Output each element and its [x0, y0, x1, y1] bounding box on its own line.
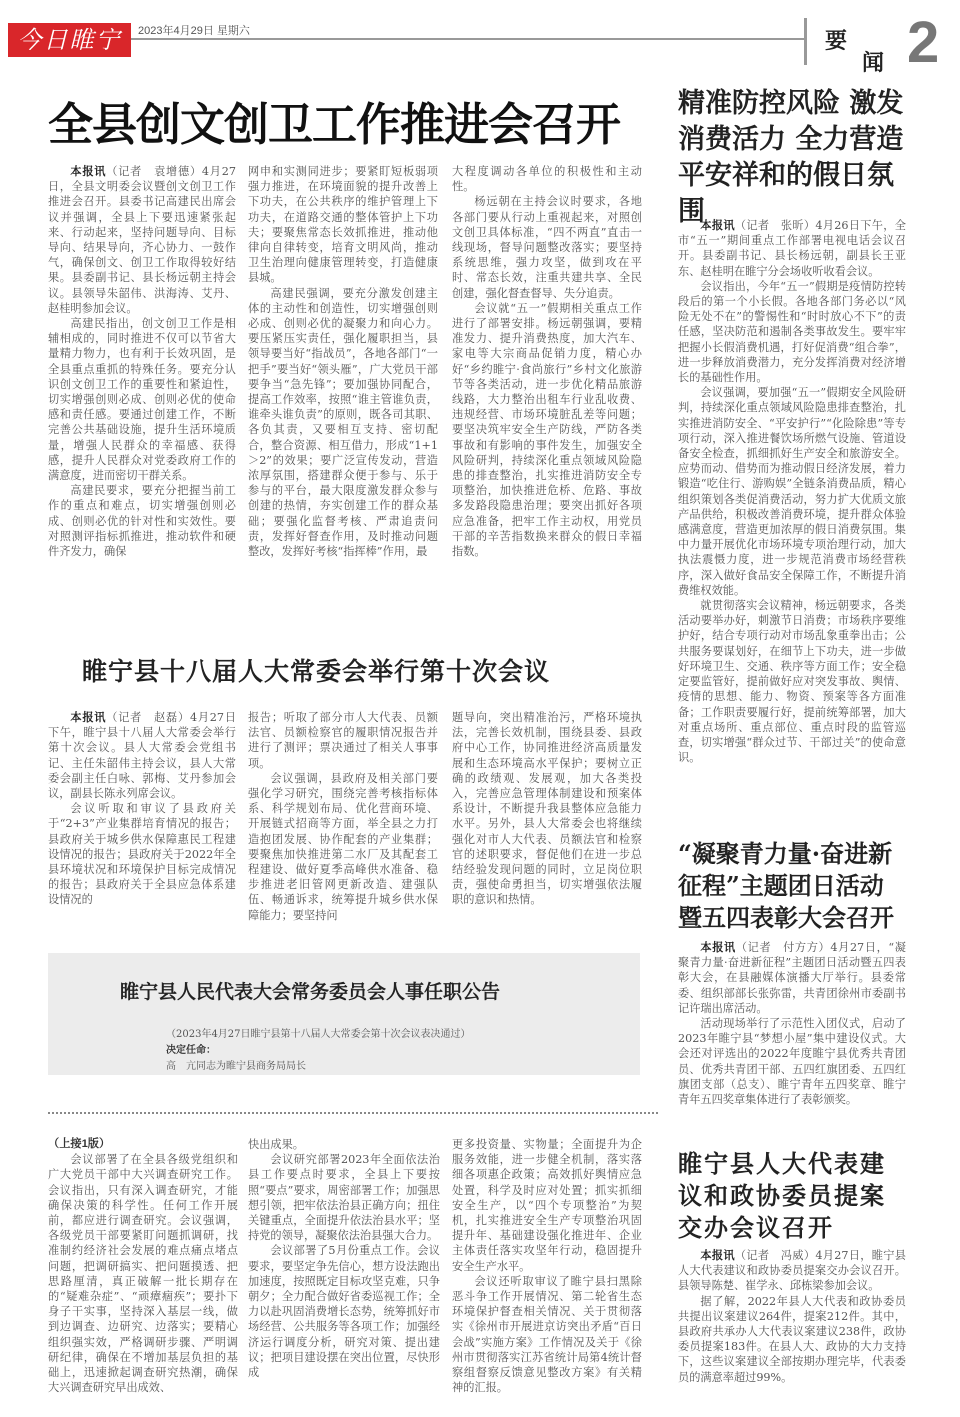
paragraph: 网申和实测同进步；要紧盯短板弱项强力推进，在环境面貌的提升改善上下功夫，在公共秩序的维护管理上下功夫，在道路交通的整体管护上下功夫；要聚焦常态长效抓推进，推动他律向自律转变，培育文明风尚，推动卫生治理向健康管理转变，打造健康县城。	[248, 165, 438, 285]
byline-reporter: （记者 赵磊）	[106, 711, 190, 724]
byline-prefix: 本报讯	[700, 218, 735, 232]
paragraph: 大程度调动各单位的积极性和主动性。	[452, 165, 642, 194]
continued-article-col-2	[248, 1137, 440, 1380]
byline-prefix: 本报讯	[700, 940, 736, 954]
issue-date: 2023年4月29日 星期六	[138, 25, 250, 37]
npc-article-col-2	[248, 710, 438, 923]
newspaper-logo: 今日睢宁	[8, 23, 131, 57]
paragraph: 4月27日，睢宁县人大代表建议和政协委员提案交办会议召开。县领导陈楚、崔学永、邱栋梁参加会议。	[678, 1249, 906, 1293]
paragraph: 会议强调，要加强“五一”假期安全风险研判，持续深化重点领域风险隐患排查整治，扎实推进消防安全、“平安护行”“化险除患”等专项行动，深入推进餐饮场所燃气设施、管道设备安全检查，抓细抓好生产安全和旅游安全。应势而动、借势而为推动假日经济发展，着力锻造“吃住行、游购娱”全链条消费品质，精心组织策划各类促消费活动，努力扩大优质文旅产品供给，积极改善消费环境，提升群众体验感满意度，营造更加浓厚的假日消费氛围。集中力量开展优化市场环境专项治理行动，加大执法震慑力度，进一步规范消费市场经营秩序，深入做好食品安全保障工作，不断提升消费维权效能。	[678, 386, 906, 597]
page-number: 2	[907, 10, 940, 75]
side-headline-holiday: 精准防控风险 激发消费活力 全力营造平安祥和的假日氛围	[678, 88, 904, 227]
continued-article-col-1	[48, 1137, 238, 1395]
paragraph: 高建民指出，创文创卫工作是相辅相成的，同时推进不仅可以节省大量精力物力，也有利于长效巩固，是全县重点重抓的特殊任务。要充分认识创文创卫工作的重要性和紧迫性，切实增强创则必成、创则必优的使命感和责任感。要通过创建工作，不断完善公共基础设施，提升生活环境质量，增强人民群众的幸福感、获得感，提升人民群众对党委政府工作的满意度，进而密切干群关系。	[48, 317, 236, 483]
section-name-first: 要	[825, 28, 848, 54]
paragraph: 会议还听取审议了睢宁县扫黑除恶斗争工作开展情况、第二轮省生态环境保护督查相关情况、关于贯彻落实《徐州市开展进京访突出矛盾“百日会战”实施方案》工作情况及关于《徐州市贯彻落实江苏省统计局第4统计督察组督察反馈意见整改方案》有关精神的汇报。	[452, 1274, 642, 1395]
youth-article	[678, 940, 906, 1107]
continued-article-col-3	[452, 1137, 642, 1395]
main-article-col-1	[48, 164, 236, 559]
main-headline: 全县创文创卫工作推进会召开	[48, 98, 621, 151]
youth-headline: “凝聚青力量·奋进新征程”主题团日活动暨五四表彰大会召开	[678, 839, 894, 932]
paragraph: 就贯彻落实会议精神，杨远朝要求，各类活动要举办好，刺激节日消费；市场秩序要维护好，结合专项行动对市场乱象重拳出击；公共服务要谋划好，在细节上下功夫，进一步做好环境卫生、交通、秩序等方面工作；安全稳定要监管好，提前做好应对突发事故、舆情、疫情的思想、能力、物资、预案等各方面准备；工作职责要履行好，提前统筹部署，加大对重点场所、重点部位、重点时段的监管巡查，切实增强“群众过节、干部过关”的使命意识。	[678, 599, 906, 765]
byline-prefix: 本报讯	[70, 164, 107, 178]
paragraph: 会议部署了在全县各级党组织和广大党员干部中大兴调查研究工作。会议指出，只有深入调查研究，才能确保决策的科学性。任何工作开展前，都应进行调查研究。会议强调，各级党员干部要紧盯问题抓调研，找准制约经济社会发展的难点痛点堵点问题，把调研搞实、把问题摸透、把思路厘清，真正破解一批长期存在的“疑难杂症”、“顽瘴痼疾”；要扑下身子干实事，坚持深入基层一线，做到边调查、边研究、边落实；要精心组织强实效，严格调研步骤、严明调研纪律，确保在不增加基层负担的基础上，迅速掀起调查研究热潮，确保大兴调查研究早出成效、	[48, 1153, 238, 1395]
dotted-divider	[48, 1112, 658, 1114]
paragraph: 更多投资量、实物量；全面提升为企服务效能，进一步健全机制，落实落细各项惠企政策；高效抓好舆情应急处置，科学及时应对处置；抓实抓细安全生产，以“四个专项整治”为契机，扎实推进安全生产专项整治巩固提升年、基础建设强化推进年、企业主体责任落实攻坚年行动，稳固提升安全生产水平。	[452, 1138, 642, 1273]
npc-article-col-1	[48, 710, 236, 908]
paragraph: 会议指出，今年“五一”假期是疫情防控转段后的第一个小长假。各地各部门务必以“风险无处不在”的警惕性和“时时放心不下”的责任感，坚决防范和遏制各类事故发生。要牢牢把握小长假消费机遇，打好促消费“组合拳”，进一步释放消费潜力，充分发挥消费对经济增长的基础性作用。	[678, 279, 906, 385]
byline-prefix: 本报讯	[700, 1248, 735, 1262]
proposals-headline: 睢宁县人大代表建议和政协委员提案交办会议召开	[678, 1149, 886, 1242]
paragraph: 题导向，突出精准治污，严格环境执法，完善长效机制，围绕县委、县政府中心工作，协同推进经济高质量发展和生态环境高水平保护；要树立正确的政绩观、发展观，加大各类投入，完善应急管理体制建设和预案体系设计，不断提升我县整体应急能力水平。另外，县人大常委会也将继续强化对市人大代表、员额法官和检察官的述职要求，督促他们在进一步总结经验发现问题的同时，立足岗位职责，强使命勇担当，切实增强依法履职的意识和热情。	[452, 711, 642, 907]
byline-reporter: （记者 付方方）	[735, 941, 831, 954]
notice-subtitle: （2023年4月27日睢宁县第十八届人大常委会第十次会议表决通过）	[166, 1029, 471, 1040]
paragraph: 会议听取和审议了县政府关于“2+3”产业集群培育情况的报告；县政府关于城乡供水保障惠民工程建设情况的报告；县政府关于2022年全县环境状况和环境保护目标完成情况的报告；县政府关于全县应急体系建设情况的	[48, 802, 236, 907]
paragraph: 杨远朝在主持会议时要求，各地各部门要从行动上重视起来，对照创文创卫具体标准，“四不两直”直击一线现场，督导问题整改落实；要坚持系统思维，强力攻坚，做到攻在平时、常态长效，注重共建共享、全民创建，强化督查督导、失分追责。	[452, 195, 642, 300]
notice-title: 睢宁县人民代表大会常务委员会人事任职公告	[120, 981, 501, 1003]
paragraph: 4月27日，“凝聚青力量·奋进新征程”主题团日活动暨五四表彰大会，在县融媒体演播大厅举行。县委常委、组织部部长张弥雷，共青团徐州市委副书记许瑞出席活动。	[678, 941, 906, 1015]
masthead-divider	[131, 38, 806, 40]
notice-item: 高 亢同志为睢宁县商务局局长	[166, 1061, 306, 1072]
continued-from-label: （上接1版）	[48, 1138, 111, 1150]
paragraph: 4月26日下午，全市“五一”期间重点工作部署电视电话会议召开。县委副书记、县长杨远朝，副县长王亚东、赵桂明在睢宁分会场收听收看会议。	[678, 219, 906, 278]
byline-prefix: 本报讯	[70, 710, 107, 724]
paragraph: 会议强调，县政府及相关部门要强化学习研究，围绕完善考核指标体系、科学规划布局、优化营商环境、开展链式招商等方面，举全县之力打造抱团发展、协作配套的产业集群；要聚焦加快推进第二水厂及其配套工程建设、做好夏季高峰供水准备、稳步推进老旧管网更新改造、建强队伍、畅通诉求，统筹提升城乡供水保障能力；要坚持问	[248, 771, 438, 922]
paragraph: 高建民强调，要充分激发创建主体的主动性和创造性，切实增强创则必成、创则必优的凝聚力和向心力。要压紧压实责任，强化履职担当，县领导要当好“指战员”，各地各部门“一把手”要当好“领头雁”，广大党员干部要争当“急先锋”；要加强协同配合，提高工作效率，按照“谁主管谁负责，谁牵头谁负责”的原则，既各司其职、各负其责，又要相互支持、密切配合，整合资源、相互借力，形成“1+1＞2”的效果；要广泛宣传发动，营造浓厚氛围，搭建群众便于参与、乐于参与的平台，最大限度激发群众参与创建的热情，夯实创建工作的群众基础；要强化监督考核、严肃追责问责，发挥好督查作用，及时推动问题整改，发挥好考核“指挥棒”作用，最	[248, 286, 438, 559]
main-article-col-3	[452, 164, 642, 559]
paragraph: 快出成果。	[248, 1138, 304, 1151]
paragraph: 高建民要求，要充分把握当前工作的重点和难点，切实增强创则必成、创则必优的针对性和实效性。要对照测评指标抓推进，推动软件和硬件齐发力，确保	[48, 484, 236, 559]
paragraph: 会议部署了5月份重点工作。会议要求，要坚定争先信心，想方设法跑出加速度，按照既定目标攻坚克难，只争朝夕；全力配合做好省委巡视工作；全力以赴巩固消费增长态势，统筹抓好市场经营、公共服务等各项工作；加强经济运行调度分析，研究对策、提出建议；把项目建设摆在突出位置，尽快形成	[248, 1244, 440, 1380]
paragraph: 4月27日下午，睢宁县十八届人大常委会举行第十次会议。县人大常委会党组书记、主任朱韶伟主持会议，县人大常委会副主任白咏、郭梅、艾丹参加会议，副县长陈永列席会议。	[48, 711, 236, 801]
appointment-notice	[48, 953, 640, 1075]
npc-article-col-3	[452, 710, 642, 908]
npc-headline: 睢宁县十八届人大常委会举行第十次会议	[82, 657, 551, 686]
byline-reporter: （记者 冯威）	[734, 1249, 816, 1262]
paragraph: 会议研究部署2023年全面依法治县工作要点时要求，全县上下要按照“要点”要求，周密部署工作；加强思想引领，把牢依法治县正确方向；扭住关键重点，全面提升依法治县水平；坚持党的领导，凝聚依法治县强大合力。	[248, 1153, 440, 1243]
section-name-second: 闻	[862, 50, 885, 76]
paragraph: 据了解，2022年县人大代表和政协委员共提出议案建议264件，提案212件。其中，县政府共承办人大代表议案建议238件，政协委员提案183件。在县人大、政协的大力支持下，这些议案建议全部按期办理完毕，代表委员的满意率超过99%。	[678, 1294, 906, 1384]
proposals-article	[678, 1248, 906, 1385]
paragraph: 4月27日，全县文明委会议暨创文创卫工作推进会召开。县委书记高建民出席会议并强调，全县上下要迅速紧张起来、行动起来，坚持问题导向、目标导向、结果导向，齐心协力、一鼓作气，确保创文、创卫工作取得较好结果。县委副书记、县长杨远朝主持会议。县领导朱韶伟、洪海涛、艾丹、赵桂明参加会议。	[48, 165, 236, 315]
paragraph: 活动现场举行了示范性入团仪式，启动了2023年睢宁县“梦想小屋”集中建设仪式。大会还对评选出的2022年度睢宁县优秀共青团员、优秀共青团干部、五四红旗团委、五四红旗团支部（总支）、睢宁青年五四奖章、睢宁青年五四奖章集体进行了表彰颁奖。	[678, 1017, 906, 1107]
section-divider	[804, 18, 807, 65]
paragraph: 报告；听取了部分市人大代表、员额法官、员额检察官的履职情况报告并进行了测评；票决通过了相关人事事项。	[248, 711, 438, 770]
byline-reporter: （记者 张昕）	[734, 219, 816, 232]
main-article-col-2	[248, 164, 438, 559]
byline-reporter: （记者 袁增德）	[106, 165, 202, 178]
paragraph: 会议就“五一”假期相关重点工作进行了部署安排。杨远朝强调，要精准发力、提升消费热度，加大汽车、家电等大宗商品促销力度，精心办好“乡约睢宁·食尚旅行”乡村文化旅游节等各类活动，进一步优化精品旅游线路，大力整治出租车行业乱收费、违规经营、市场环境脏乱差等问题；要坚决筑牢安全生产防线，严防各类事故和有影响的事件发生，加强安全风险研判，持续深化重点领域风险隐患的排查整治，扎实推进消防安全专项整治，加快推进危桥、危路、事故多发路段隐患治理；要突出抓好各项应急准备，把牢工作主动权，用党员干部的辛苦指数换来群众的假日幸福指数。	[452, 301, 642, 559]
notice-label: 决定任命：	[166, 1045, 216, 1056]
side-article-holiday	[678, 218, 906, 765]
